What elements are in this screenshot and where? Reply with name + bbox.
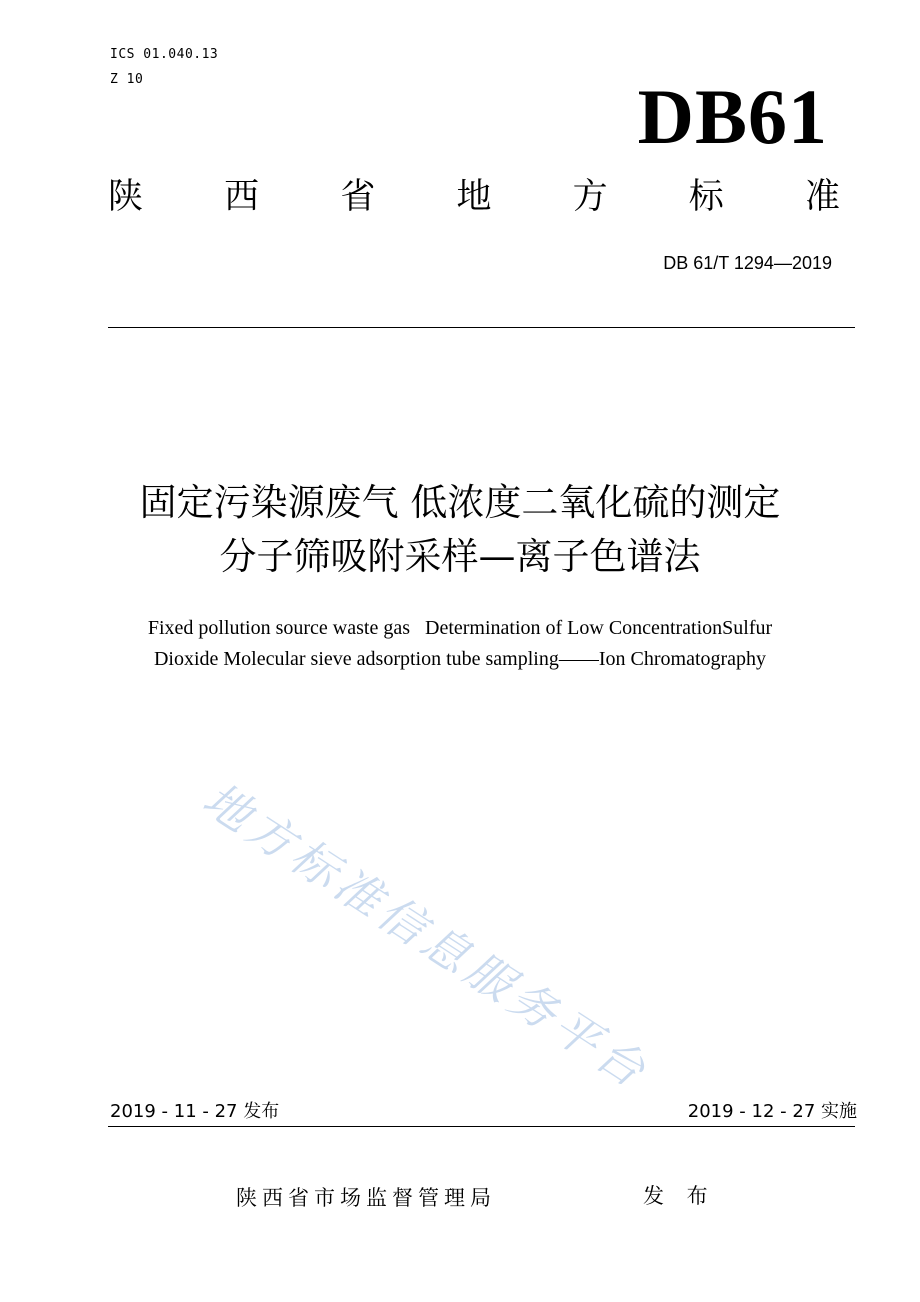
bottom-divider — [108, 1126, 855, 1127]
english-title-line-2: Dioxide Molecular sieve adsorption tube sampling——Ion Chromatography — [153, 648, 767, 670]
publish-label: 发 布 — [643, 1184, 716, 1208]
standard-number: DB 61/T 1294—2019 — [663, 253, 832, 273]
province-standard-char: 方 — [572, 177, 608, 217]
db-code-logo: DB61 — [637, 73, 828, 160]
english-title-line-1: Fixed pollution source waste gas Determination of Low ConcentrationSulfur — [147, 617, 773, 639]
issue-date: 2019 - 11 - 27 发布 — [110, 1101, 280, 1122]
implementation-date: 2019 - 12 - 27 实施 — [687, 1101, 857, 1122]
top-divider — [108, 327, 855, 328]
province-standard-char: 地 — [456, 177, 492, 217]
province-standard-char: 标 — [688, 177, 724, 217]
province-standard-char: 陕 — [108, 177, 144, 217]
watermark: 地方标准信息服务平台 — [193, 771, 660, 1101]
ics-code: ICS 01.040.13 — [110, 47, 219, 62]
province-standard-char: 西 — [224, 177, 260, 217]
province-standard-char: 准 — [804, 177, 840, 217]
chinese-title-line-1: 固定污染源废气 低浓度二氧化硫的测定 — [139, 481, 781, 524]
issuing-authority: 陕西省市场监督管理局 — [236, 1186, 496, 1210]
chinese-title-line-2: 分子筛吸附采样—离子色谱法 — [219, 535, 701, 578]
province-standard-heading — [108, 177, 840, 217]
classification-code: Z 10 — [110, 72, 144, 87]
province-standard-char: 省 — [340, 177, 376, 217]
